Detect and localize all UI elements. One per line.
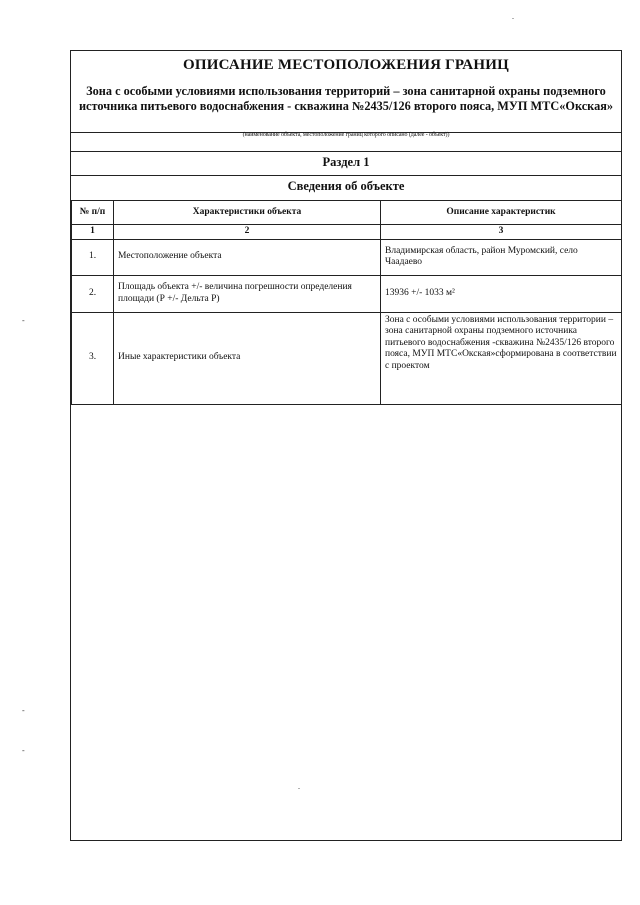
column-number: 2	[114, 225, 381, 240]
document-subtitle: Зона с особыми условиями использования территорий – зона санитарной охраны подземного источника питьевого водоснабжения - скважина №2435/126 второго пояса, МУП МТС«Окская»	[78, 84, 614, 113]
table-row	[72, 275, 622, 312]
scan-mark: -	[22, 746, 25, 755]
row-characteristic: Площадь объекта +/- величина погрешности определения площади (Р +/- Дельта Р)	[114, 275, 381, 312]
row-number: 1.	[72, 239, 114, 275]
table-row	[72, 239, 622, 275]
scan-mark: .	[512, 12, 514, 21]
scan-mark: -	[22, 706, 25, 715]
header-cell-characteristic: Характеристики объекта	[114, 201, 381, 225]
row-description: Владимирская область, район Муромский, село Чаадаево	[381, 239, 622, 275]
table-column-numbers-row	[72, 225, 622, 240]
document-frame	[70, 50, 622, 841]
header-cell-num: № п/п	[72, 201, 114, 225]
table-row	[72, 312, 622, 404]
row-number: 2.	[72, 275, 114, 312]
row-characteristic: Местоположение объекта	[114, 239, 381, 275]
object-info-table	[71, 200, 622, 405]
table-header-row	[72, 201, 622, 225]
row-description: Зона с особыми условиями использования территории – зона санитарной охраны подземного источника питьевого водоснабжения -скважина №2435/126 второго пояса, МУП МТС«Окская»сформирована в соответствии с проектом	[381, 312, 622, 404]
scan-mark: -	[22, 316, 25, 325]
section-title: Сведения об объекте	[287, 179, 405, 193]
row-description: 13936 +/- 1033 м²	[381, 275, 622, 312]
document-title: ОПИСАНИЕ МЕСТОПОЛОЖЕНИЯ ГРАНИЦ	[183, 57, 509, 73]
header-cell-description: Описание характеристик	[381, 201, 622, 225]
column-number: 3	[381, 225, 622, 240]
scan-mark: .	[298, 782, 300, 791]
section-number: Раздел 1	[322, 155, 370, 169]
divider	[71, 151, 621, 152]
column-number: 1	[72, 225, 114, 240]
object-caption: (наименование объекта, местоположение границ которого описано (далее - объект))	[242, 132, 450, 138]
divider	[71, 175, 621, 176]
row-number: 3.	[72, 312, 114, 404]
row-characteristic: Иные характеристики объекта	[114, 312, 381, 404]
